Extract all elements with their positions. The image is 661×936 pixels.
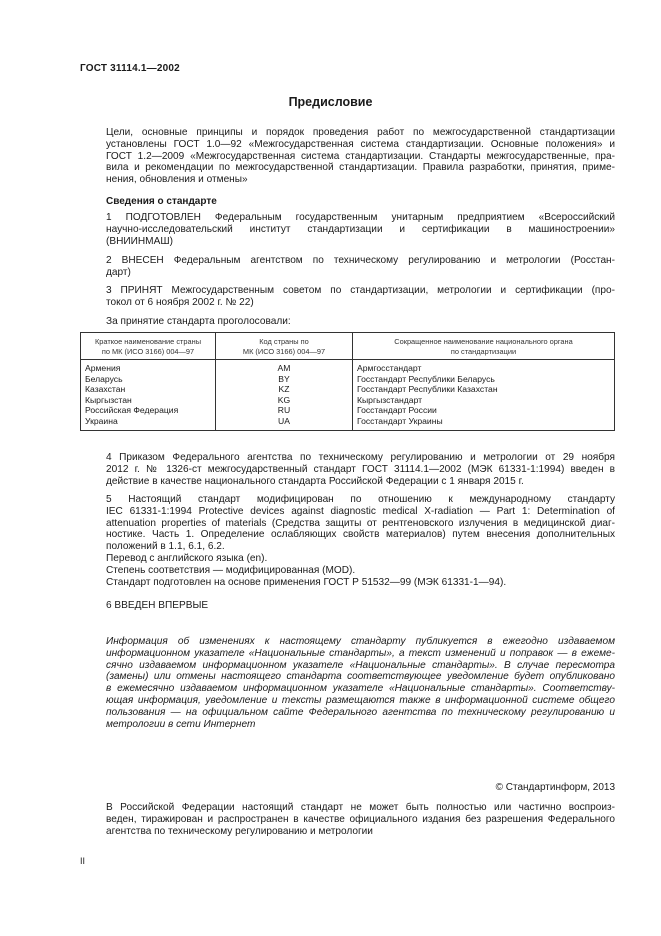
table-row: [81, 384, 615, 395]
table-row: [81, 360, 615, 374]
country-cell: Российская Федерация: [81, 405, 216, 416]
text-line: attenuation properties of materials (Средства защиты от рентгеновского излучения в медицинской диаг-: [106, 517, 615, 529]
text-line: 1 ПОДГОТОВЛЕН Федеральным государственным унитарным предприятием «Всероссийский: [106, 212, 615, 223]
text-line: (ВНИИНМАШ): [106, 235, 173, 247]
table-row: [81, 416, 615, 431]
text-line: За принятие стандарта проголосовали:: [106, 316, 291, 327]
code-cell: UA: [216, 416, 353, 431]
table-row: [81, 374, 615, 385]
info-paragraph: [80, 636, 615, 730]
text-line: ющая информация, уведомление и тексты размещаются также в информационной системе общего: [106, 694, 615, 706]
header-line: по стандартизации: [450, 346, 517, 356]
country-cell: Армения: [81, 360, 216, 374]
column-header-country: [81, 333, 216, 360]
text-line: вила и рекомендации по межгосударственной стандартизации. Правила разработки, принятия, приме-: [106, 162, 615, 174]
section-subheading: Сведения о стандарте: [106, 196, 217, 207]
text-line: ГОСТ 1.2—2009 «Межгосударственная система стандартизации. Стандарты межгосударственные, пра-: [106, 150, 615, 162]
text-line: токол от 6 ноября 2002 г. № 22): [106, 296, 254, 308]
page-number: II: [80, 856, 86, 866]
text-line: информационном указателе «Национальные стандарты», а текст изменений и поправок — в ежеме-: [106, 647, 615, 659]
country-cell: Украина: [81, 416, 216, 431]
text-line: В Российской Федерации настоящий стандарт не может быть полностью или частично воспроиз-: [106, 802, 615, 813]
text-line: дарт): [106, 266, 131, 278]
body-cell: Госстандарт Республики Казахстан: [353, 384, 615, 395]
text-line: Степень соответствия — модифицированная (MOD).: [106, 564, 356, 576]
text-line: Информация об изменениях к настоящему стандарту публикуется в ежегодно издаваемом: [106, 636, 615, 647]
country-cell: Беларусь: [81, 374, 216, 385]
code-cell: KZ: [216, 384, 353, 395]
text-line: 4 Приказом Федерального агентства по техническому регулированию и метрологии от 29 ноября: [106, 452, 615, 463]
country-cell: Казахстан: [81, 384, 216, 395]
item-3: [80, 285, 615, 309]
text-line: сячно издаваемом информационном указателе «Национальные стандарты». В случае пересмотра: [106, 659, 615, 671]
body-cell: Госстандарт России: [353, 405, 615, 416]
column-header-body: [353, 333, 615, 360]
body-cell: Госстандарт Республики Беларусь: [353, 374, 615, 385]
text-line: установлены ГОСТ 1.0—92 «Межгосударственная система стандартизации. Основные положения» и: [106, 138, 615, 150]
text-line: ностике. Часть 1. Определение ослабляющих свойств материалов) путем внесения дополнительных: [106, 529, 615, 541]
code-cell: AM: [216, 360, 353, 374]
text-line: 6 ВВЕДЕН ВПЕРВЫЕ: [106, 600, 209, 611]
country-cell: Кыргызстан: [81, 395, 216, 406]
rights-paragraph: [80, 802, 615, 837]
vote-intro: [80, 316, 615, 328]
text-line: 2 ВНЕСЕН Федеральным агентством по техническому регулированию и метрологии (Росстан-: [106, 255, 615, 266]
text-line: Цели, основные принципы и порядок проведения работ по межгосударственной стандартизации: [106, 127, 615, 138]
header-line: Код страны по: [259, 337, 309, 346]
text-line: положений в 1.1, 6.1, 6.2.: [106, 541, 225, 553]
text-line: действие в качестве национального стандарта Российской Федерации с 1 января 2015 г.: [106, 475, 524, 487]
text-line: агентства по техническому регулированию и метрологии: [106, 825, 373, 837]
header-line: Краткое наименование страны: [94, 337, 202, 346]
code-cell: BY: [216, 374, 353, 385]
text-line: 5 Настоящий стандарт модифицирован по отношению к международному стандарту: [106, 494, 615, 505]
body-cell: Армгосстандарт: [353, 360, 615, 374]
item-1: [80, 212, 615, 247]
item-6: [80, 600, 615, 612]
body-cell: Кыргызстандарт: [353, 395, 615, 406]
document-header: ГОСТ 31114.1—2002: [80, 63, 180, 74]
code-cell: KG: [216, 395, 353, 406]
text-line: научно-исследовательский институт стандартизации и сертификации в машиностроении»: [106, 223, 615, 235]
page-title: Предисловие: [288, 95, 373, 109]
column-header-code: [216, 333, 353, 360]
item-2: [80, 255, 615, 279]
text-line: метрологии в сети Интернет: [106, 718, 256, 730]
text-line: IEC 61331-1:1994 Protective devices against diagnostic medical X-radiation — Part 1: Determination of: [106, 505, 615, 517]
text-line: нения, обновления и отмены»: [106, 174, 248, 186]
copyright: © Стандартинформ, 2013: [495, 782, 615, 793]
text-line: пользования — на официальном сайте Федерального агентства по техническому регулированию и: [106, 706, 615, 718]
intro-paragraph: [80, 127, 615, 186]
text-line: 3 ПРИНЯТ Межгосударственным советом по стандартизации, метрологии и сертификации (про-: [106, 285, 615, 296]
table-row: [81, 405, 615, 416]
code-cell: RU: [216, 405, 353, 416]
text-line: (замены) или отмены настоящего стандарта соответствующее уведомление будет опубликовано: [106, 671, 615, 683]
text-line: 2012 г. № 1326-ст межгосударственный стандарт ГОСТ 31114.1—2002 (МЭК 61331-1:1994) введен в: [106, 463, 615, 475]
header-line: Сокращенное наименование национального органа: [394, 337, 573, 346]
voting-table: [80, 332, 615, 431]
body-cell: Госстандарт Украины: [353, 416, 615, 431]
text-line: в ежемесячно издаваемом информационном указателе «Национальные стандарты». Соответству-: [106, 683, 615, 695]
header-line: по МК (ИСО 3166) 004—97: [101, 346, 195, 356]
text-line: Стандарт подготовлен на основе применения ГОСТ Р 51532—99 (МЭК 61331-1—94).: [106, 576, 507, 588]
text-line: веден, тиражирован и распространен в качестве официального издания без разрешения Федерального: [106, 813, 615, 825]
item-4: [80, 452, 615, 487]
table-row: [81, 395, 615, 406]
item-5: [80, 494, 615, 588]
text-line: Перевод с английского языка (en).: [106, 552, 268, 564]
header-line: МК (ИСО 3166) 004—97: [242, 346, 326, 356]
